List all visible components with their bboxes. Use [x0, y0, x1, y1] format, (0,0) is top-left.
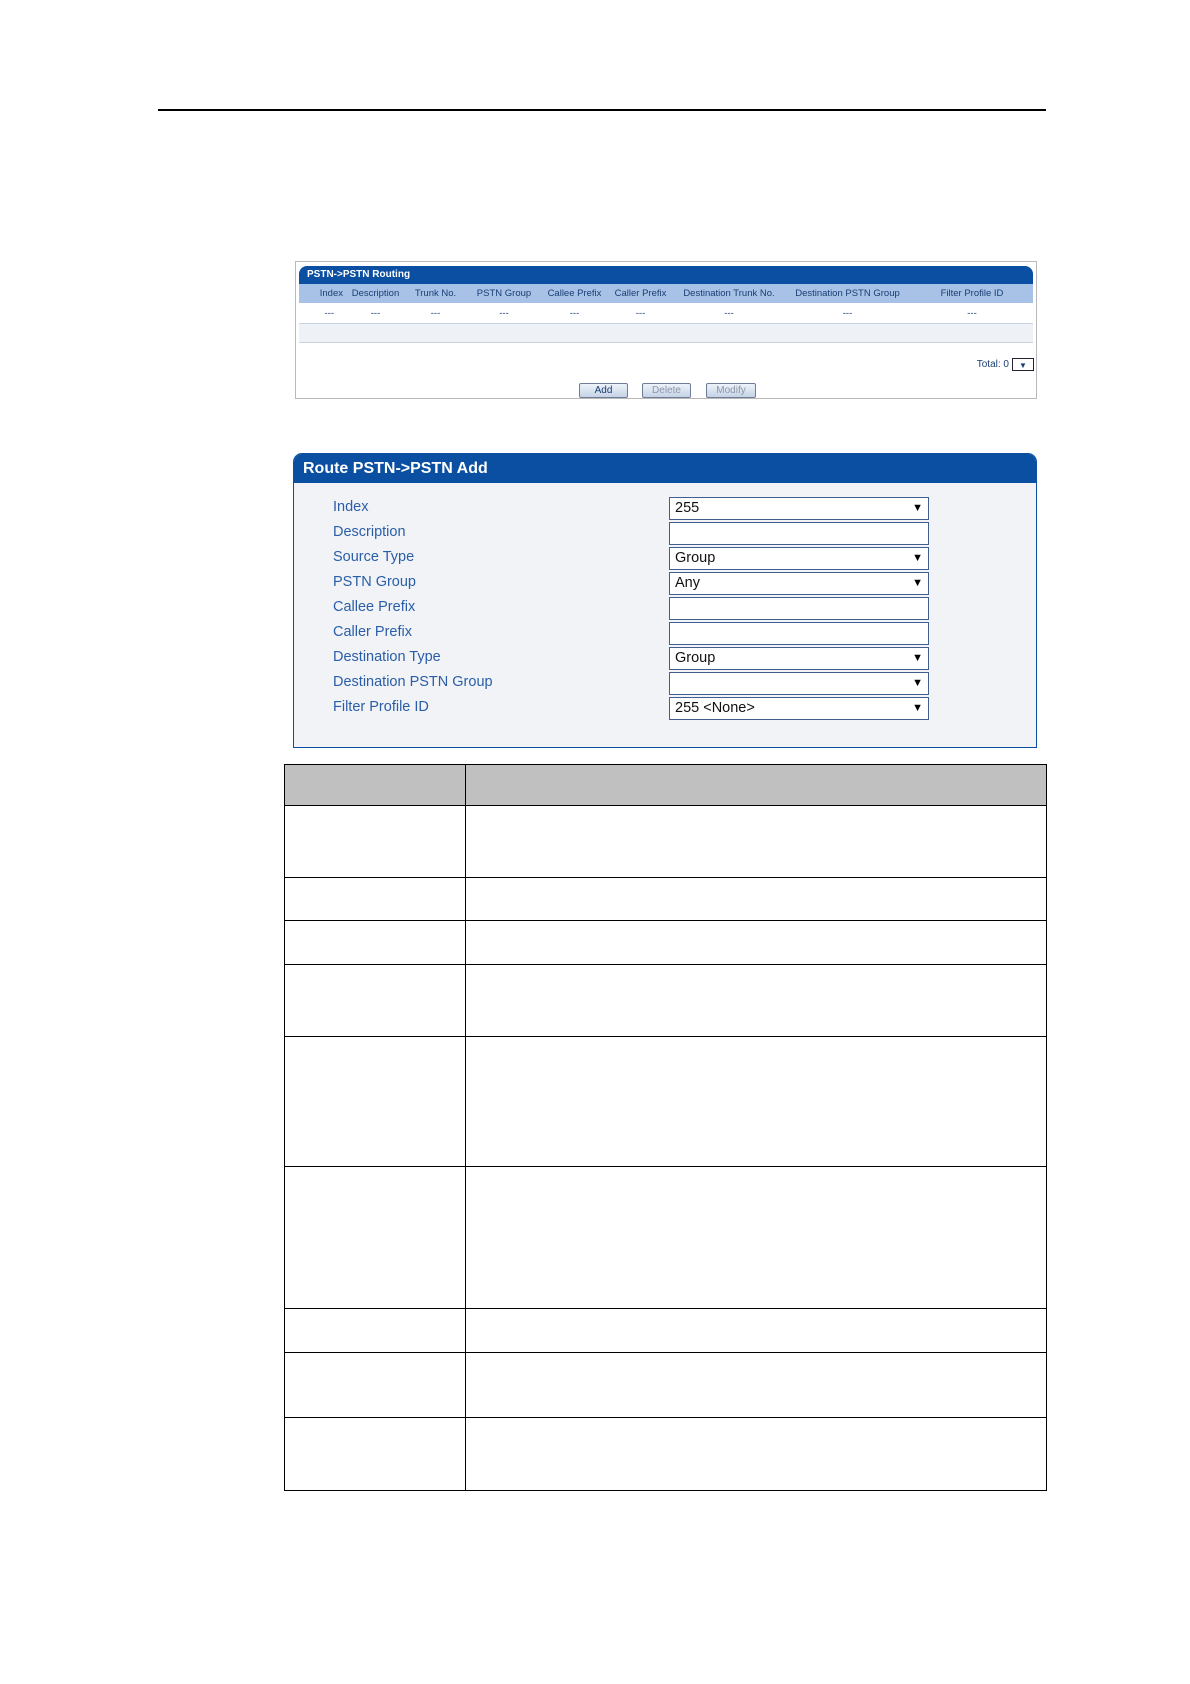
- routing-panel-title: PSTN->PSTN Routing: [299, 266, 1033, 284]
- table-row: [285, 878, 1047, 921]
- table-cell: [285, 1167, 466, 1309]
- total-indicator: [977, 358, 1034, 371]
- callee-prefix-label: Callee Prefix: [333, 599, 416, 615]
- destination-pstn-group-label: Destination PSTN Group: [333, 674, 493, 690]
- table-cell: ---: [911, 303, 1033, 324]
- form-row-caller-prefix: [294, 622, 1036, 647]
- table-row: [285, 1353, 1047, 1418]
- description-input[interactable]: [669, 522, 929, 545]
- filter-profile-id-select[interactable]: [669, 697, 929, 720]
- table-cell: [285, 878, 466, 921]
- filter-profile-id-label: Filter Profile ID: [333, 699, 429, 715]
- caller-prefix-label: Caller Prefix: [333, 624, 412, 640]
- table-row: [285, 806, 1047, 878]
- top-rule: [158, 109, 1046, 111]
- description-label: Description: [333, 524, 406, 540]
- form-row-destination-pstn-group: [294, 672, 1036, 697]
- table-row: [285, 965, 1047, 1037]
- chevron-down-icon: ▼: [912, 552, 923, 564]
- table-row: [285, 1418, 1047, 1491]
- destination-type-label: Destination Type: [333, 649, 441, 665]
- pstn-group-label: PSTN Group: [333, 574, 416, 590]
- form-row-callee-prefix: [294, 597, 1036, 622]
- table-cell: [466, 1418, 1047, 1491]
- table-row[interactable]: [299, 303, 1033, 324]
- destination-pstn-group-select[interactable]: [669, 672, 929, 695]
- column-header-description[interactable]: Description: [346, 284, 405, 303]
- source-type-label: Source Type: [333, 549, 415, 565]
- pstn-group-select[interactable]: [669, 572, 929, 595]
- page-select[interactable]: [1012, 358, 1034, 371]
- modify-button[interactable]: Modify: [706, 383, 756, 398]
- chevron-down-icon: ▼: [912, 677, 923, 689]
- table-row: [285, 1167, 1047, 1309]
- column-header-pstn-group[interactable]: PSTN Group: [466, 284, 542, 303]
- table-cell: [285, 921, 466, 965]
- form-row-destination-type: [294, 647, 1036, 672]
- table-row: [285, 921, 1047, 965]
- table-cell: [285, 1309, 466, 1353]
- routing-table-header-row: [299, 284, 1033, 303]
- form-row-pstn-group: [294, 572, 1036, 597]
- table-cell: ---: [346, 303, 405, 324]
- add-route-panel: [293, 453, 1037, 748]
- table-cell: [285, 1418, 466, 1491]
- table-cell: [466, 1353, 1047, 1418]
- chevron-down-icon: ▼: [912, 702, 923, 714]
- column-header-destination-pstn-group[interactable]: Destination PSTN Group: [784, 284, 911, 303]
- destination-type-value: Group: [675, 650, 716, 666]
- chevron-down-icon: ▼: [1019, 361, 1027, 370]
- empty-table-row: [299, 324, 1033, 343]
- description-header-cell: [466, 765, 1047, 806]
- callee-prefix-input[interactable]: [669, 597, 929, 620]
- table-cell: [285, 1037, 466, 1167]
- table-cell: [466, 878, 1047, 921]
- routing-panel: [295, 261, 1037, 399]
- table-cell: ---: [299, 303, 346, 324]
- table-cell: ---: [674, 303, 784, 324]
- table-row: [285, 1309, 1047, 1353]
- table-cell: [285, 806, 466, 878]
- add-route-title: Route PSTN->PSTN Add: [294, 454, 1036, 483]
- index-select[interactable]: [669, 497, 929, 520]
- add-button[interactable]: Add: [579, 383, 628, 398]
- form-row-description: [294, 522, 1036, 547]
- table-row: [285, 1037, 1047, 1167]
- filter-profile-id-value: 255 <None>: [675, 700, 755, 716]
- parameter-header-cell: [285, 765, 466, 806]
- table-cell: [466, 921, 1047, 965]
- index-label: Index: [333, 499, 369, 515]
- parameter-table: [284, 764, 1047, 1491]
- table-cell: ---: [607, 303, 674, 324]
- column-header-callee-prefix[interactable]: Callee Prefix: [542, 284, 607, 303]
- table-cell: [466, 965, 1047, 1037]
- parameter-table-header: [285, 765, 1047, 806]
- table-cell: [466, 806, 1047, 878]
- column-header-caller-prefix[interactable]: Caller Prefix: [607, 284, 674, 303]
- chevron-down-icon: ▼: [912, 502, 923, 514]
- table-cell: ---: [784, 303, 911, 324]
- routing-table: [299, 284, 1033, 343]
- form-row-filter-profile-id: [294, 697, 1036, 722]
- index-value: 255: [675, 500, 700, 516]
- column-header-filter-profile-id[interactable]: Filter Profile ID: [911, 284, 1033, 303]
- total-label: Total: 0: [976, 359, 1009, 370]
- pstn-group-value: Any: [675, 575, 700, 591]
- table-cell: ---: [542, 303, 607, 324]
- delete-button[interactable]: Delete: [642, 383, 691, 398]
- table-cell: [466, 1309, 1047, 1353]
- column-header-index[interactable]: Index: [299, 284, 346, 303]
- table-cell: [285, 965, 466, 1037]
- column-header-trunk-no[interactable]: Trunk No.: [405, 284, 466, 303]
- column-header-destination-trunk-no[interactable]: Destination Trunk No.: [674, 284, 784, 303]
- caller-prefix-input[interactable]: [669, 622, 929, 645]
- table-cell: ---: [405, 303, 466, 324]
- destination-type-select[interactable]: [669, 647, 929, 670]
- table-cell: [285, 1353, 466, 1418]
- empty-cell: [299, 324, 1033, 343]
- form-row-index: [294, 497, 1036, 522]
- source-type-select[interactable]: [669, 547, 929, 570]
- chevron-down-icon: ▼: [912, 577, 923, 589]
- table-cell: ---: [466, 303, 542, 324]
- form-row-source-type: [294, 547, 1036, 572]
- chevron-down-icon: ▼: [912, 652, 923, 664]
- table-cell: [466, 1167, 1047, 1309]
- source-type-value: Group: [675, 550, 716, 566]
- table-cell: [466, 1037, 1047, 1167]
